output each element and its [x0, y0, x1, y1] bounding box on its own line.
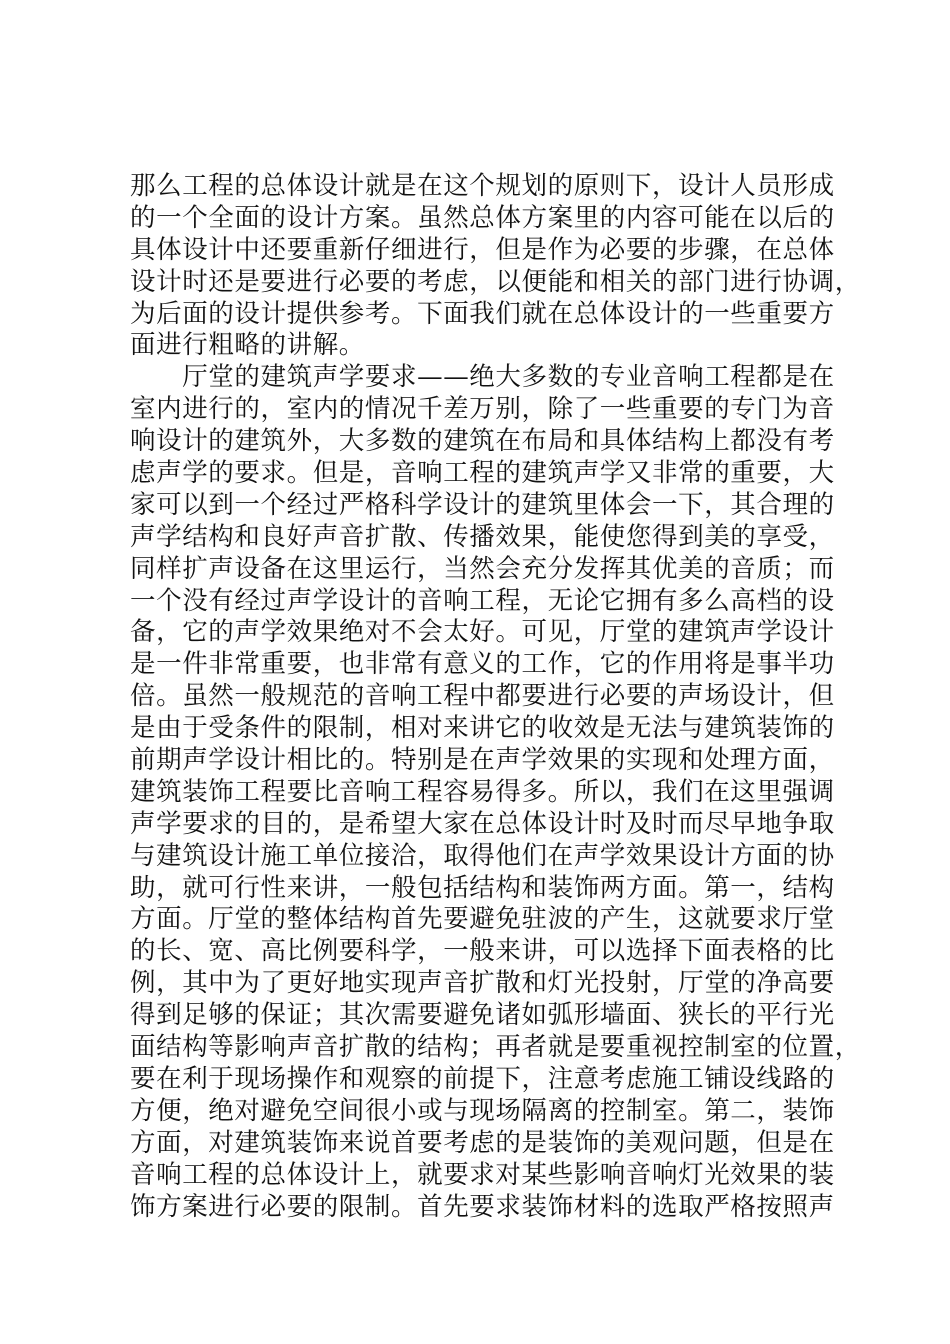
text-line: 前期声学设计相比的。特别是在声学效果的实现和处理方面， — [130, 745, 835, 776]
text-line: 声学结构和良好声音扩散、传播效果，能使您得到美的享受， — [130, 521, 835, 552]
text-line: 方面，对建筑装饰来说首要考虑的是装饰的美观问题，但是在 — [130, 1127, 835, 1158]
text-line: 虑声学的要求。但是，音响工程的建筑声学又非常的重要，大 — [130, 458, 835, 489]
text-line: 的一个全面的设计方案。虽然总体方案里的内容可能在以后的 — [130, 202, 835, 233]
text-line: 声学要求的目的，是希望大家在总体设计时及时而尽早地争取 — [130, 808, 835, 839]
text-line: 助，就可行性来讲，一般包括结构和装饰两方面。第一，结构 — [130, 872, 835, 903]
text-line: 要在利于现场操作和观察的前提下，注意考虑施工铺设线路的 — [130, 1063, 835, 1094]
text-line: 同样扩声设备在这里运行，当然会充分发挥其优美的音质；而 — [130, 553, 835, 584]
text-line: 饰方案进行必要的限制。首先要求装饰材料的选取严格按照声 — [130, 1191, 835, 1222]
text-line: 方面。厅堂的整体结构首先要避免驻波的产生，这就要求厅堂 — [130, 904, 835, 935]
text-line: 方便，绝对避免空间很小或与现场隔离的控制室。第二，装饰 — [130, 1095, 835, 1126]
text-line: 一个没有经过声学设计的音响工程，无论它拥有多么高档的设 — [130, 585, 835, 616]
text-line: 面结构等影响声音扩散的结构；再者就是要重视控制室的位置， — [130, 1032, 861, 1063]
text-line: 设计时还是要进行必要的考虑，以便能和相关的部门进行协调， — [130, 266, 861, 297]
text-line: 备，它的声学效果绝对不会太好。可见，厅堂的建筑声学设计 — [130, 617, 835, 648]
text-line: 响设计的建筑外，大多数的建筑在布局和具体结构上都没有考 — [130, 426, 835, 457]
text-line: 是一件非常重要，也非常有意义的工作，它的作用将是事半功 — [130, 649, 835, 680]
text-line: 得到足够的保证；其次需要避免诸如弧形墙面、狭长的平行光 — [130, 1000, 835, 1031]
text-line: 建筑装饰工程要比音响工程容易得多。所以，我们在这里强调 — [130, 776, 835, 807]
text-line: 面进行粗略的讲解。 — [130, 330, 365, 361]
text-line: 例，其中为了更好地实现声音扩散和灯光投射，厅堂的净高要 — [130, 968, 835, 999]
body-text — [130, 171, 861, 1223]
text-line: 的长、宽、高比例要科学，一般来讲，可以选择下面表格的比 — [130, 936, 835, 967]
text-line: 与建筑设计施工单位接洽，取得他们在声学效果设计方面的协 — [130, 840, 835, 871]
text-line: 具体设计中还要重新仔细进行，但是作为必要的步骤，在总体 — [130, 234, 835, 265]
text-line: 是由于受条件的限制，相对来讲它的收效是无法与建筑装饰的 — [130, 713, 835, 744]
text-line: 倍。虽然一般规范的音响工程中都要进行必要的声场设计，但 — [130, 681, 835, 712]
text-line: 为后面的设计提供参考。下面我们就在总体设计的一些重要方 — [130, 298, 835, 329]
text-line: 家可以到一个经过严格科学设计的建筑里体会一下，其合理的 — [130, 489, 835, 520]
text-line: 室内进行的，室内的情况千差万别，除了一些重要的专门为音 — [130, 394, 835, 425]
text-line: 那么工程的总体设计就是在这个规划的原则下，设计人员形成 — [130, 171, 835, 201]
text-line: 厅堂的建筑声学要求——绝大多数的专业音响工程都是在 — [130, 362, 835, 393]
text-line: 音响工程的总体设计上，就要求对某些影响音响灯光效果的装 — [130, 1159, 835, 1190]
